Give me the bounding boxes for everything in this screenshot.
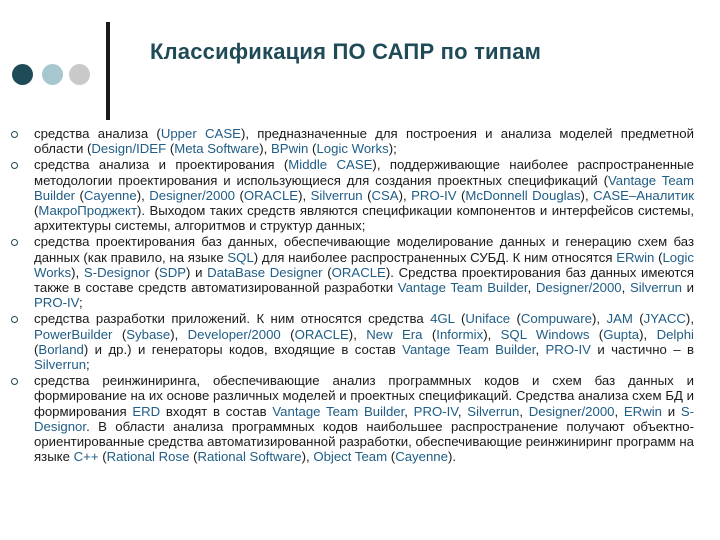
item-text: ), bbox=[348, 326, 367, 342]
item-text: ) и bbox=[186, 264, 208, 280]
item-text: ), bbox=[170, 326, 188, 342]
item-text: , bbox=[614, 403, 624, 419]
item-text: ), bbox=[591, 311, 607, 327]
product-name: Logic Works bbox=[34, 249, 694, 280]
product-name: JAM bbox=[606, 311, 633, 327]
item-text: ) и др.) и генераторы кодов, входящие в состав bbox=[83, 341, 403, 357]
product-name: Designer/2000 bbox=[535, 280, 622, 296]
dark-dot-icon bbox=[12, 64, 33, 85]
product-name: Middle CASE bbox=[288, 157, 373, 173]
item-text: ); bbox=[388, 141, 397, 157]
product-name: Rational Software bbox=[197, 449, 302, 465]
product-name: Uniface bbox=[465, 311, 511, 327]
product-name: Vantage Team Builder bbox=[397, 280, 528, 296]
product-name: Silverrun bbox=[310, 187, 363, 203]
item-text: ( bbox=[362, 187, 372, 203]
item-text: ( bbox=[322, 264, 332, 280]
item-text: ), bbox=[685, 311, 694, 327]
decorative-dots bbox=[12, 64, 102, 86]
bullet-icon bbox=[11, 239, 18, 246]
product-name: Informix bbox=[436, 326, 484, 342]
item-text: ( bbox=[112, 326, 127, 342]
product-name: PowerBuilder bbox=[34, 326, 113, 342]
item-text: и частично – в bbox=[590, 341, 694, 357]
item-text: средства реинжиниринга, обеспечивающие анализ программных кодов и схем баз данных и формирование на их основе различных моделей и проектных спецификаций. Средства анализа схем БД и формирования bbox=[34, 373, 694, 419]
item-text: , bbox=[527, 280, 536, 296]
product-name: Upper CASE bbox=[160, 126, 241, 141]
item-text: ( bbox=[654, 249, 663, 265]
product-name: PRO-IV bbox=[413, 403, 458, 419]
product-name: C++ bbox=[73, 449, 99, 465]
product-name: Design/IDEF bbox=[91, 141, 167, 157]
product-name: PRO-IV bbox=[411, 187, 457, 203]
bullet-icon bbox=[11, 162, 18, 169]
product-name: Compuware bbox=[520, 311, 592, 327]
product-name: Vantage Team Builder bbox=[402, 341, 536, 357]
item-text: . В области анализа программных кодов наибольшее распространение получают объектно-ориентированные средства автоматизированной разработки, обеспечивающие реинжиниринг программ на языке bbox=[34, 418, 695, 465]
item-text: ). bbox=[447, 449, 457, 465]
item-text: ( bbox=[387, 449, 396, 465]
item-text: ( bbox=[98, 449, 107, 465]
item-text: ), bbox=[483, 326, 501, 342]
product-name: МакроПроджект bbox=[38, 203, 137, 219]
item-text: ( bbox=[308, 141, 317, 157]
item-text: и bbox=[682, 280, 695, 296]
product-name: Designer/2000 bbox=[528, 403, 615, 419]
item-text: , bbox=[621, 280, 630, 296]
item-text: средства разработки приложений. К ним относятся средства bbox=[34, 311, 431, 327]
product-name: ERD bbox=[132, 403, 161, 419]
item-text: ). Средства проектирования баз данных имеются также в составе средств автоматизированной разработки bbox=[34, 264, 694, 296]
bullet-icon bbox=[11, 131, 18, 138]
item-text: ) для наиболее распространенных СУБД. К ним относятся bbox=[253, 249, 617, 265]
product-name: Sybase bbox=[126, 326, 171, 342]
product-name: PRO-IV bbox=[545, 341, 591, 357]
item-text: ( bbox=[632, 311, 644, 327]
item-text: ( bbox=[34, 203, 39, 219]
item-text: ( bbox=[456, 187, 466, 203]
list-item bbox=[0, 311, 720, 372]
product-name: Developer/2000 bbox=[187, 326, 281, 342]
item-text: ), bbox=[136, 187, 150, 203]
product-name: SDP bbox=[158, 264, 187, 280]
item-text: средства проектирования баз данных, обеспечивающие моделирование данных и генерацию схем баз данных (как правило, на языке bbox=[34, 234, 694, 265]
product-name: S-Designor bbox=[83, 264, 150, 280]
product-name: CASE–Аналитик bbox=[593, 187, 694, 203]
product-name: 4GL bbox=[430, 311, 455, 327]
bullet-icon bbox=[11, 378, 18, 385]
product-name: Silverrun bbox=[34, 357, 87, 373]
item-text: ), bbox=[639, 326, 657, 342]
item-text: средства анализа ( bbox=[34, 126, 161, 141]
product-name: McDonnell Douglas bbox=[465, 187, 581, 203]
item-text: ), bbox=[259, 141, 271, 157]
item-text: ), bbox=[298, 187, 311, 203]
product-name: BPwin bbox=[270, 141, 309, 157]
item-text: ( bbox=[280, 326, 295, 342]
list-item bbox=[0, 373, 720, 464]
item-text: ( bbox=[149, 264, 159, 280]
product-name: DataBase Designer bbox=[207, 264, 323, 280]
product-name: SQL bbox=[227, 249, 254, 265]
item-text: ; bbox=[86, 357, 90, 373]
title-divider bbox=[106, 22, 110, 120]
list-item bbox=[0, 234, 720, 310]
product-name: Silverrun bbox=[467, 403, 520, 419]
item-text: ), bbox=[580, 187, 594, 203]
product-name: ORACLE bbox=[294, 326, 349, 342]
item-text: ), bbox=[301, 449, 314, 465]
product-name: Vantage Team Builder bbox=[272, 403, 405, 419]
item-text: ( bbox=[235, 187, 244, 203]
product-name: S-Designor bbox=[34, 403, 694, 434]
product-name: PRO-IV bbox=[34, 295, 79, 311]
list-item bbox=[0, 126, 720, 156]
product-name: ERwin bbox=[623, 403, 662, 419]
item-text: ), поддерживающие наиболее распространенные методологии проектирования и использующиеся для создания проектных спецификаций ( bbox=[34, 157, 694, 188]
list-item bbox=[0, 157, 720, 233]
product-name: Cayenne bbox=[395, 449, 448, 465]
slide-title: Классификация ПО САПР по типам bbox=[150, 39, 542, 64]
item-text: и bbox=[662, 403, 681, 419]
item-text: ). Выходом таких средств являются спецификации компонентов и интерфейсов системы, архитектуры системы, алгоритмов и структур данных; bbox=[34, 203, 694, 234]
item-text: ), bbox=[71, 264, 84, 280]
item-text: ( bbox=[75, 187, 84, 203]
item-text: ( bbox=[422, 326, 437, 342]
product-name: Logic Works bbox=[316, 141, 389, 157]
product-name: Delphi bbox=[656, 326, 694, 342]
product-name: Silverrun bbox=[629, 280, 682, 296]
bullet-icon bbox=[11, 316, 18, 323]
product-name: Gupta bbox=[603, 326, 640, 342]
product-name: JYACC bbox=[643, 311, 686, 327]
product-name: CSA bbox=[371, 187, 399, 203]
light-blue-dot-icon bbox=[42, 64, 63, 85]
grey-dot-icon bbox=[69, 64, 90, 85]
item-text: входят в состав bbox=[160, 403, 273, 419]
item-text: ( bbox=[166, 141, 175, 157]
item-text: средства анализа и проектирования ( bbox=[34, 157, 289, 173]
item-text: ( bbox=[34, 341, 39, 357]
item-text: ), предназначенные для построения и анализа моделей предметной области ( bbox=[34, 126, 695, 157]
item-text: ), bbox=[398, 187, 412, 203]
classification-list bbox=[0, 126, 720, 465]
product-name: ORACLE bbox=[331, 264, 386, 280]
product-name: Object Team bbox=[313, 449, 388, 465]
product-name: Designer/2000 bbox=[149, 187, 235, 203]
product-name: ERwin bbox=[616, 249, 655, 265]
product-name: Vantage Team Builder bbox=[34, 172, 694, 203]
item-text: ( bbox=[510, 311, 521, 327]
item-text: ; bbox=[78, 295, 83, 311]
product-name: Borland bbox=[38, 341, 84, 357]
product-name: Rational Rose bbox=[106, 449, 190, 465]
product-name: ORACLE bbox=[243, 187, 299, 203]
product-name: Meta Software bbox=[174, 141, 260, 157]
product-name: SQL Windows bbox=[500, 326, 590, 342]
product-name: New Era bbox=[366, 326, 423, 342]
item-text: , bbox=[519, 403, 529, 419]
product-name: Cayenne bbox=[83, 187, 137, 203]
item-text: , bbox=[404, 403, 414, 419]
item-text: ( bbox=[589, 326, 604, 342]
item-text: , bbox=[535, 341, 546, 357]
item-text: ( bbox=[454, 311, 466, 327]
item-text: ( bbox=[189, 449, 198, 465]
item-text: , bbox=[457, 403, 468, 419]
